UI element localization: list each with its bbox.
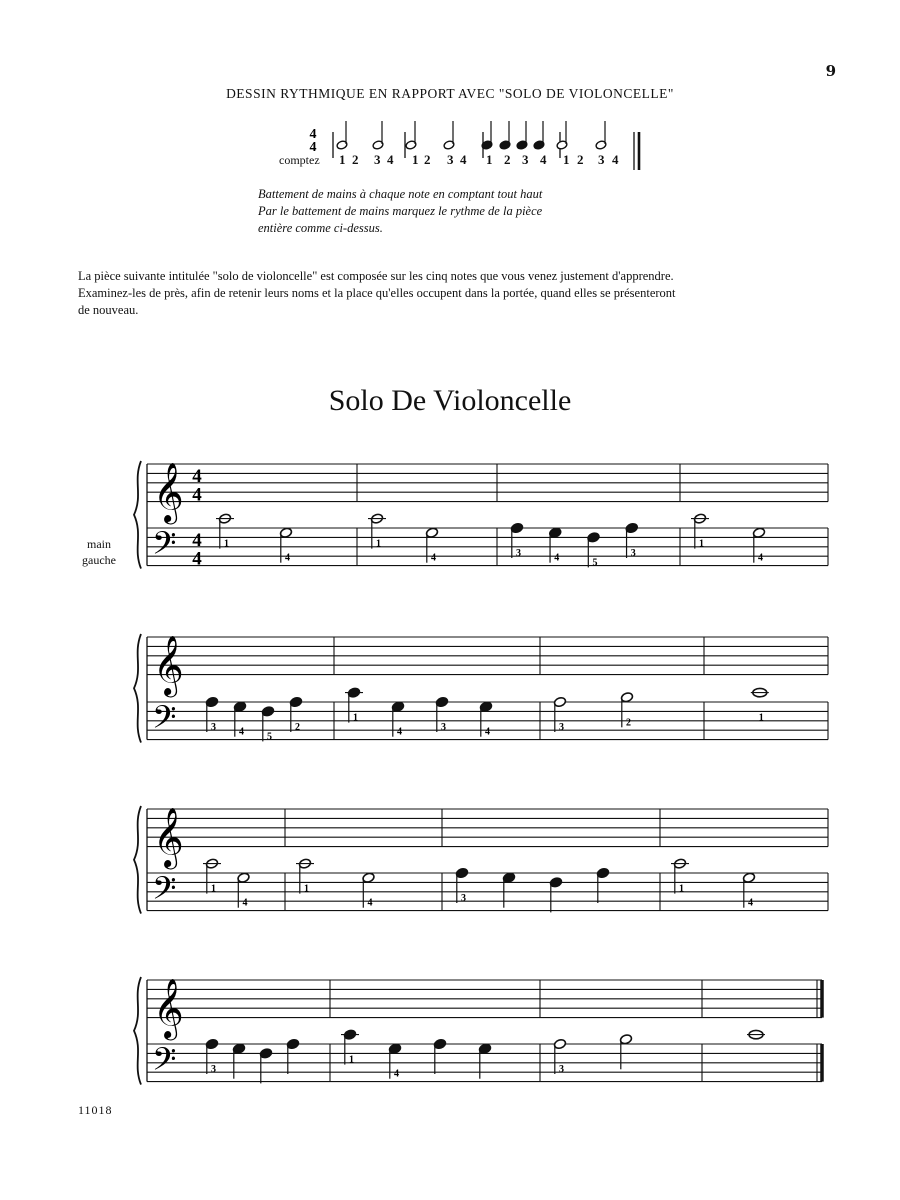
fingering-number: 3 [630,548,636,559]
fingering-number: 5 [592,557,598,569]
fingering-number: 1 [211,883,216,895]
hand-label-line: gauche [82,553,116,567]
count-number: 3 [374,152,381,167]
count-number: 3 [522,152,529,167]
fingering-number: 1 [353,712,358,724]
count-number: 1 [412,152,419,167]
count-number: 2 [577,152,584,167]
fingering-number: 3 [211,1064,216,1075]
time-signature-top: 4 [192,529,202,551]
count-number: 4 [460,152,467,167]
fingering-number: 1 [304,883,309,895]
fingering-number: 3 [559,1064,564,1075]
grand-staff-system [134,461,828,570]
instruction-line: Par le battement de mains marquez le rythme de la pièce [258,204,543,218]
fingering-number: 1 [679,883,684,895]
count-number: 4 [387,152,394,167]
fingering-number: 1 [349,1054,354,1066]
fingering-number: 4 [394,1068,399,1080]
grand-staff-system [134,634,828,743]
treble-clef-icon: 𝄞 [153,637,184,695]
catalog-number: 11018 [78,1103,113,1117]
intro-line: Examinez-les de près, afin de retenir leurs noms et la place qu'elles occupent dans la portée, quand elles se présenteront [78,286,676,300]
fingering-number: 4 [554,552,560,564]
fingering-number: 4 [239,726,244,738]
fingering-number: 4 [758,552,763,564]
bass-clef-icon: 𝄢 [152,1043,177,1086]
piece-title: Solo De Violoncelle [328,384,572,417]
fingering-number: 4 [285,552,290,564]
rhythm-time-sig-top: 4 [309,127,317,142]
treble-clef-icon: 𝄞 [153,980,184,1038]
intro-line: La pièce suivante intitulée "solo de violoncelle" est composée sur les cinq notes que vous venez justement d'apprendre. [78,269,674,283]
count-number: 1 [486,152,493,167]
time-signature-top: 4 [192,465,202,487]
count-number: 2 [352,152,359,167]
time-signature-bottom: 4 [192,484,202,506]
intro-line: de nouveau. [78,303,139,317]
count-number: 3 [447,152,454,167]
fingering-number: 3 [441,722,446,733]
fingering-number: 4 [485,726,490,738]
rhythm-time-sig-bottom: 4 [309,140,317,155]
count-number: 2 [504,152,511,167]
fingering-number: 2 [295,722,300,733]
fingering-number: 1 [699,538,704,550]
count-number: 3 [598,152,605,167]
count-number: 4 [540,152,547,167]
instruction-line: entière comme ci-dessus. [258,221,383,235]
bass-clef-icon: 𝄢 [152,872,177,915]
fingering-number: 3 [461,893,466,904]
page-number: 9 [825,62,836,80]
treble-clef-icon: 𝄞 [153,464,184,522]
grand-staff-system [134,977,822,1085]
instruction-line: Battement de mains à chaque note en comptant tout haut [258,187,543,201]
fingering-number: 4 [367,897,373,909]
grand-staff-system [134,806,828,914]
fingering-number: 4 [242,897,248,909]
count-number: 2 [424,152,431,167]
rhythm-title: DESSIN RYTHMIQUE EN RAPPORT AVEC "SOLO DE VIOLONCELLE" [226,86,674,101]
fingering-number: 1 [224,538,229,550]
fingering-number: 5 [267,731,272,743]
bass-clef-icon: 𝄢 [152,527,177,570]
fingering-number: 1 [376,538,381,550]
count-number: 1 [563,152,570,167]
fingering-number: 4 [748,897,753,909]
treble-clef-icon: 𝄞 [153,809,184,867]
brace [134,977,141,1085]
fingering-number: 4 [397,726,402,738]
count-number: 4 [612,152,619,167]
time-signature-bottom: 4 [192,548,202,570]
fingering-number: 4 [431,552,436,564]
hand-label-line: main [86,537,111,551]
fingering-number: 1 [758,712,764,724]
fingering-number: 3 [211,722,216,733]
fingering-number: 3 [559,722,564,733]
bass-clef-icon: 𝄢 [152,701,177,744]
count-label: comptez [279,153,320,167]
fingering-number: 2 [626,717,631,729]
brace [134,461,141,569]
count-number: 1 [339,152,346,167]
fingering-number: 3 [516,548,521,559]
brace [134,634,141,743]
brace [134,806,141,914]
